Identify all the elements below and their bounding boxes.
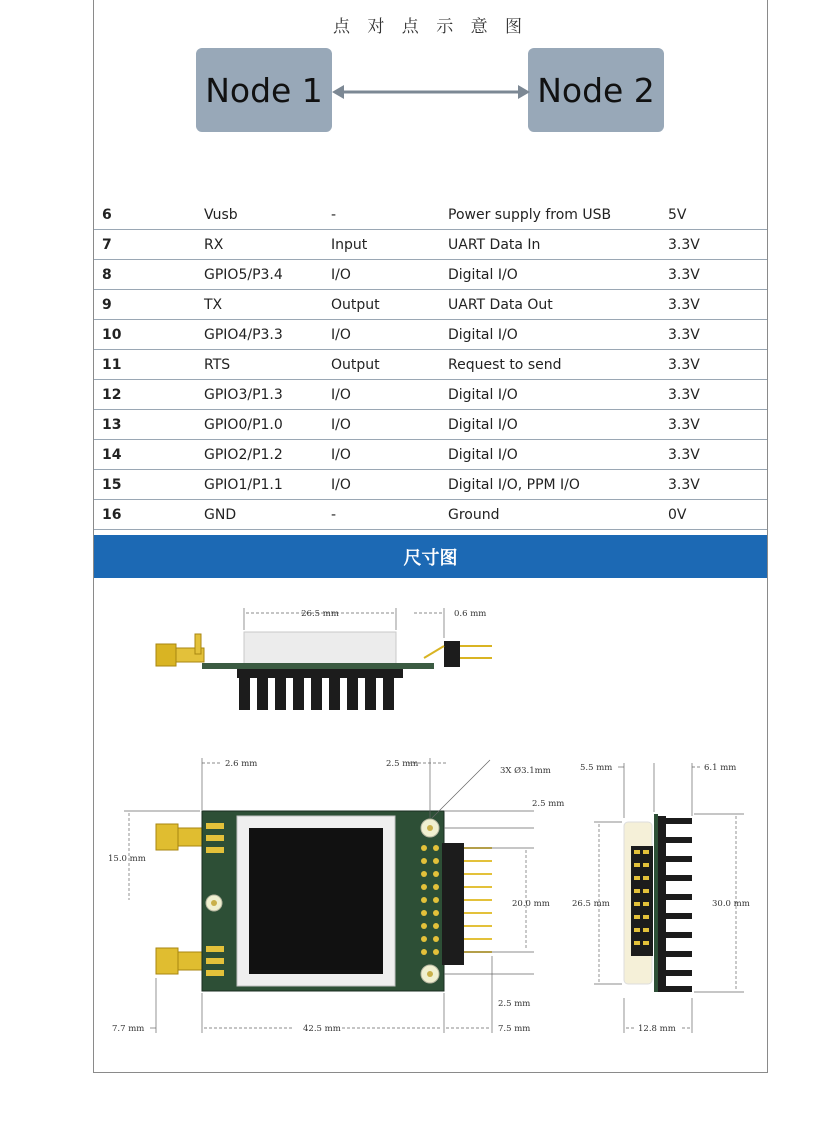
dim-top-left-offset: 2.6 mm	[225, 759, 258, 769]
dim-pin-span: 20.0 mm	[512, 899, 550, 909]
dim-holes: 3X Ø3.1mm	[500, 766, 551, 776]
pin-description: Digital I/O	[448, 410, 668, 440]
pin-number: 13	[94, 410, 204, 440]
pin-description: Power supply from USB	[448, 200, 668, 230]
table-row	[94, 320, 767, 350]
table-row	[94, 230, 767, 260]
pin-direction: I/O	[331, 410, 448, 440]
table-row	[94, 200, 767, 230]
pin-description: UART Data Out	[448, 290, 668, 320]
table-row	[94, 500, 767, 530]
side-view	[156, 608, 492, 710]
pin-direction: I/O	[331, 440, 448, 470]
pin-direction: I/O	[331, 260, 448, 290]
dimension-drawing	[94, 578, 767, 1072]
pin-direction: I/O	[331, 470, 448, 500]
datasheet-page	[93, 0, 768, 1073]
dim-bottom-hole-offset: 2.5 mm	[498, 999, 531, 1009]
bidirectional-arrow-icon	[332, 80, 530, 104]
pin-voltage: 3.3V	[668, 350, 767, 380]
pin-number: 10	[94, 320, 204, 350]
dim-end-right-top: 6.1 mm	[704, 763, 737, 773]
pin-direction: Input	[331, 230, 448, 260]
table-row	[94, 380, 767, 410]
dim-end-left-top: 5.5 mm	[580, 763, 613, 773]
pin-voltage: 3.3V	[668, 380, 767, 410]
pin-name: GPIO3/P1.3	[204, 380, 331, 410]
pin-direction: Output	[331, 290, 448, 320]
pin-voltage: 3.3V	[668, 320, 767, 350]
table-row	[94, 290, 767, 320]
pin-description: UART Data In	[448, 230, 668, 260]
pin-number: 11	[94, 350, 204, 380]
dim-left-overhang: 7.7 mm	[112, 1024, 145, 1034]
dim-top-right-offset: 2.5 mm	[386, 759, 419, 769]
pin-name: GND	[204, 500, 331, 530]
pin-table	[94, 200, 767, 530]
pin-direction: -	[331, 500, 448, 530]
pin-number: 9	[94, 290, 204, 320]
pin-voltage: 3.3V	[668, 440, 767, 470]
pin-name: GPIO0/P1.0	[204, 410, 331, 440]
pin-voltage: 0V	[668, 500, 767, 530]
pin-name: GPIO5/P3.4	[204, 260, 331, 290]
pin-number: 12	[94, 380, 204, 410]
pin-number: 14	[94, 440, 204, 470]
dimension-section-header: 尺寸图	[94, 535, 767, 578]
pin-direction: I/O	[331, 320, 448, 350]
pin-voltage: 3.3V	[668, 260, 767, 290]
pin-name: GPIO1/P1.1	[204, 470, 331, 500]
pin-voltage: 3.3V	[668, 230, 767, 260]
pin-voltage: 5V	[668, 200, 767, 230]
dim-right-overhang: 7.5 mm	[498, 1024, 531, 1034]
pin-name: GPIO4/P3.3	[204, 320, 331, 350]
pin-description: Digital I/O, PPM I/O	[448, 470, 668, 500]
node-1-box: Node 1	[196, 48, 332, 132]
pin-number: 8	[94, 260, 204, 290]
pin-direction: Output	[331, 350, 448, 380]
pin-description: Digital I/O	[448, 260, 668, 290]
pin-number: 16	[94, 500, 204, 530]
pin-number: 6	[94, 200, 204, 230]
pin-number: 15	[94, 470, 204, 500]
pin-voltage: 3.3V	[668, 410, 767, 440]
dim-top-hole-offset: 2.5 mm	[532, 799, 565, 809]
pin-description: Digital I/O	[448, 380, 668, 410]
dim-end-depth: 12.8 mm	[638, 1024, 676, 1034]
table-row	[94, 410, 767, 440]
pin-name: RTS	[204, 350, 331, 380]
dim-end-height: 26.5 mm	[572, 899, 610, 909]
dim-side-length: 26.5 mm	[301, 609, 339, 619]
pin-description: Digital I/O	[448, 440, 668, 470]
pin-description: Digital I/O	[448, 320, 668, 350]
end-view	[572, 763, 750, 1034]
pin-name: Vusb	[204, 200, 331, 230]
pin-name: TX	[204, 290, 331, 320]
pin-description: Request to send	[448, 350, 668, 380]
pin-direction: I/O	[331, 380, 448, 410]
pin-description: Ground	[448, 500, 668, 530]
pin-name: RX	[204, 230, 331, 260]
dim-side-pin: 0.6 mm	[454, 609, 487, 619]
table-row	[94, 260, 767, 290]
table-row	[94, 350, 767, 380]
pin-name: GPIO2/P1.2	[204, 440, 331, 470]
pin-voltage: 3.3V	[668, 290, 767, 320]
pin-voltage: 3.3V	[668, 470, 767, 500]
diagram-title: 点 对 点 示 意 图	[332, 17, 529, 37]
dim-left-height: 15.0 mm	[108, 854, 146, 864]
dim-width: 42.5 mm	[303, 1024, 341, 1034]
top-view	[108, 758, 564, 1034]
pin-direction: -	[331, 200, 448, 230]
node-2-box: Node 2	[528, 48, 664, 132]
table-row	[94, 470, 767, 500]
dim-end-total: 30.0 mm	[712, 899, 750, 909]
table-row	[94, 440, 767, 470]
pin-number: 7	[94, 230, 204, 260]
